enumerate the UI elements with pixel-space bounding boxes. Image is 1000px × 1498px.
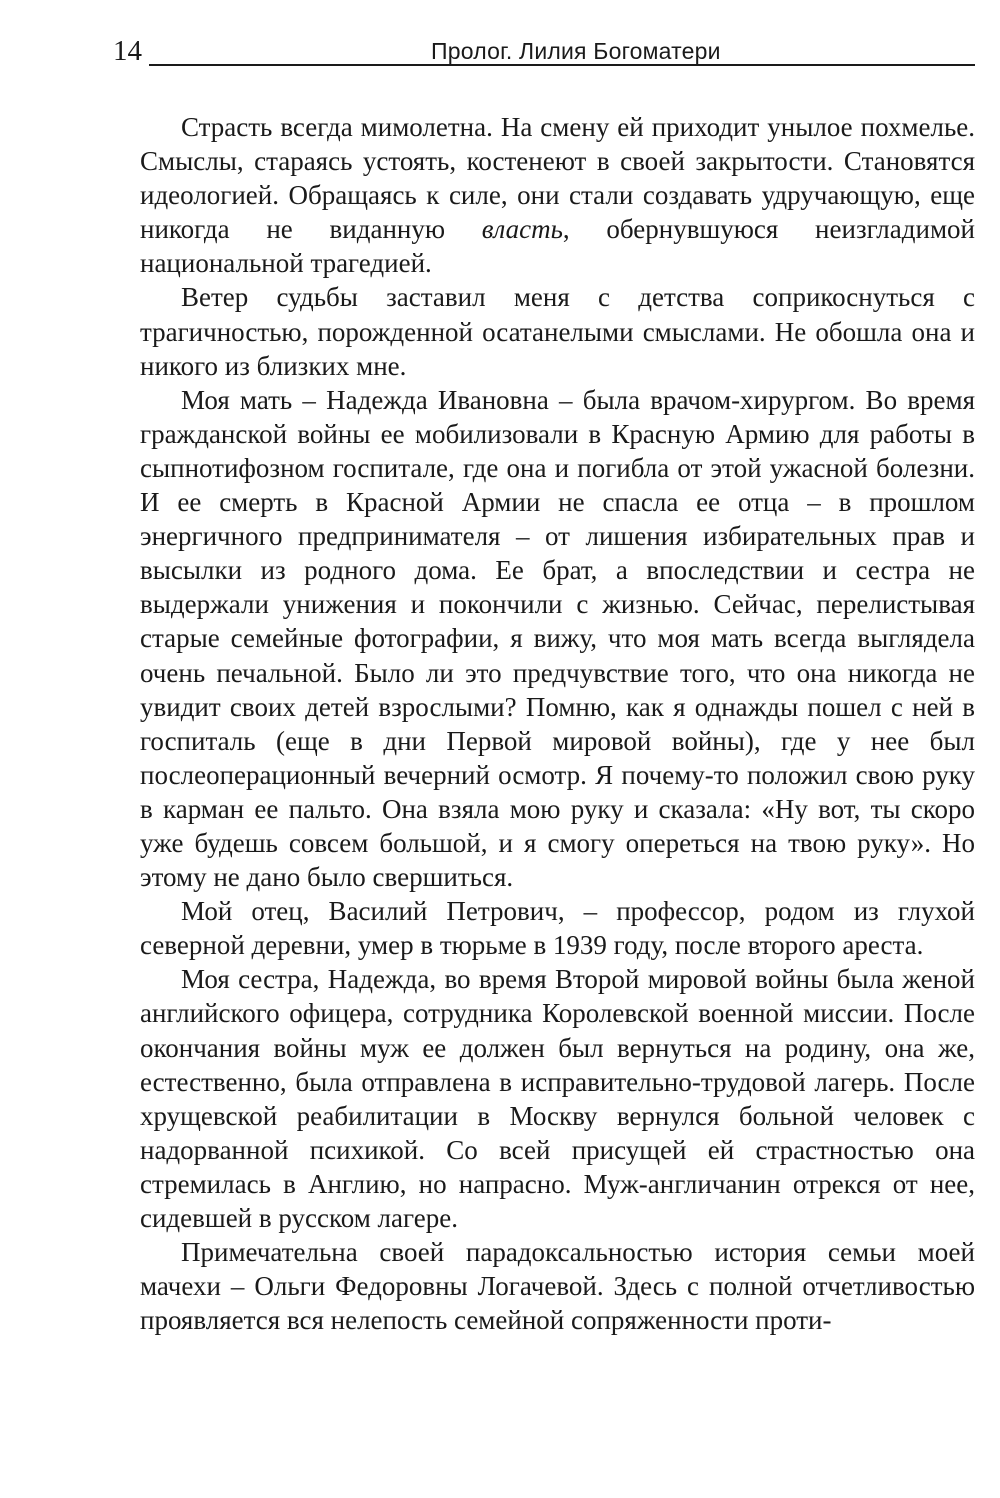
paragraph-4: Мой отец, Василий Петрович, – профессор, родом из глухой северной деревни, умер в тюрьме в 1939 году, после второго ареста. — [140, 896, 975, 961]
paragraph-1-end: , обернувшуюся неизгладимой национальной трагедией. — [140, 214, 975, 279]
paragraph-5: Моя сестра, Надежда, во время Второй мировой войны была женой английского офицера, сотрудника Королевской военной миссии. После окончания войны муж ее должен был вернуться на родину, она же, естественно, была отправлена в исправительно-трудовой лагерь. После хрущевской реабилитации в Москву вернулся больной человек с надорванной психикой. Со всей присущей ей страстностью она стремилась в Англию, но напрасно. Муж-англичанин отрекся от нее, сидевшей в русском лагере. — [140, 964, 975, 1233]
page-header — [113, 34, 975, 68]
paragraph-1-text: Страсть всегда мимолетна. На смену ей приходит унылое похмелье. Смыслы, стараясь устоять, костенеют в своей закрытости. Становятся идеологией. Обращаясь к силе, они стали создавать удручающую, еще никогда не виданную — [140, 112, 975, 245]
header-rule — [149, 64, 975, 66]
running-title: Пролог. Лилия Богоматери — [431, 38, 721, 64]
paragraph-6: Примечательна своей парадоксальностью история семьи моей мачехи – Ольги Федоровны Логачевой. Здесь с полной отчетливостью проявляется вся нелепость семейной сопряженности проти- — [140, 1237, 975, 1336]
page-number: 14 — [113, 35, 142, 67]
paragraph-3: Моя мать – Надежда Ивановна – была врачом-хирургом. Во время гражданской войны ее мобилизовали в Красную Армию для работы в сыпнотифозном госпитале, где она и погибла от этой ужасной болезни. И ее смерть в Красной Армии не спасла ее отца – в прошлом энергичного предпринимателя – от лишения избирательных прав и высылки из родного дома. Ее брат, а впоследствии и сестра не выдержали унижения и покончили с жизнью. Сейчас, перелистывая старые семейные фотографии, я вижу, что моя мать всегда выглядела очень печальной. Было ли это предчувствие того, что она никогда не увидит своих детей взрослыми? Помню, как я однажды пошел с ней в госпиталь (еще в дни Первой мировой войны), где у нее был послеоперационный вечерний осмотр. Я почему-то положил свою руку в карман ее пальто. Она взяла мою руку и сказала: «Ну вот, ты скоро уже будешь совсем большой, и я смогу опереться на твою руку». Но этому не дано было свершиться. — [140, 384, 975, 893]
paragraph-1 — [140, 110, 975, 280]
body-text — [140, 110, 975, 1337]
paragraph-2: Ветер судьбы заставил меня с детства соприкоснуться с трагичностью, порожденной осатанелыми смыслами. Не обошла она и никого из близких мне. — [140, 282, 975, 381]
italic-word: власть — [481, 214, 563, 245]
